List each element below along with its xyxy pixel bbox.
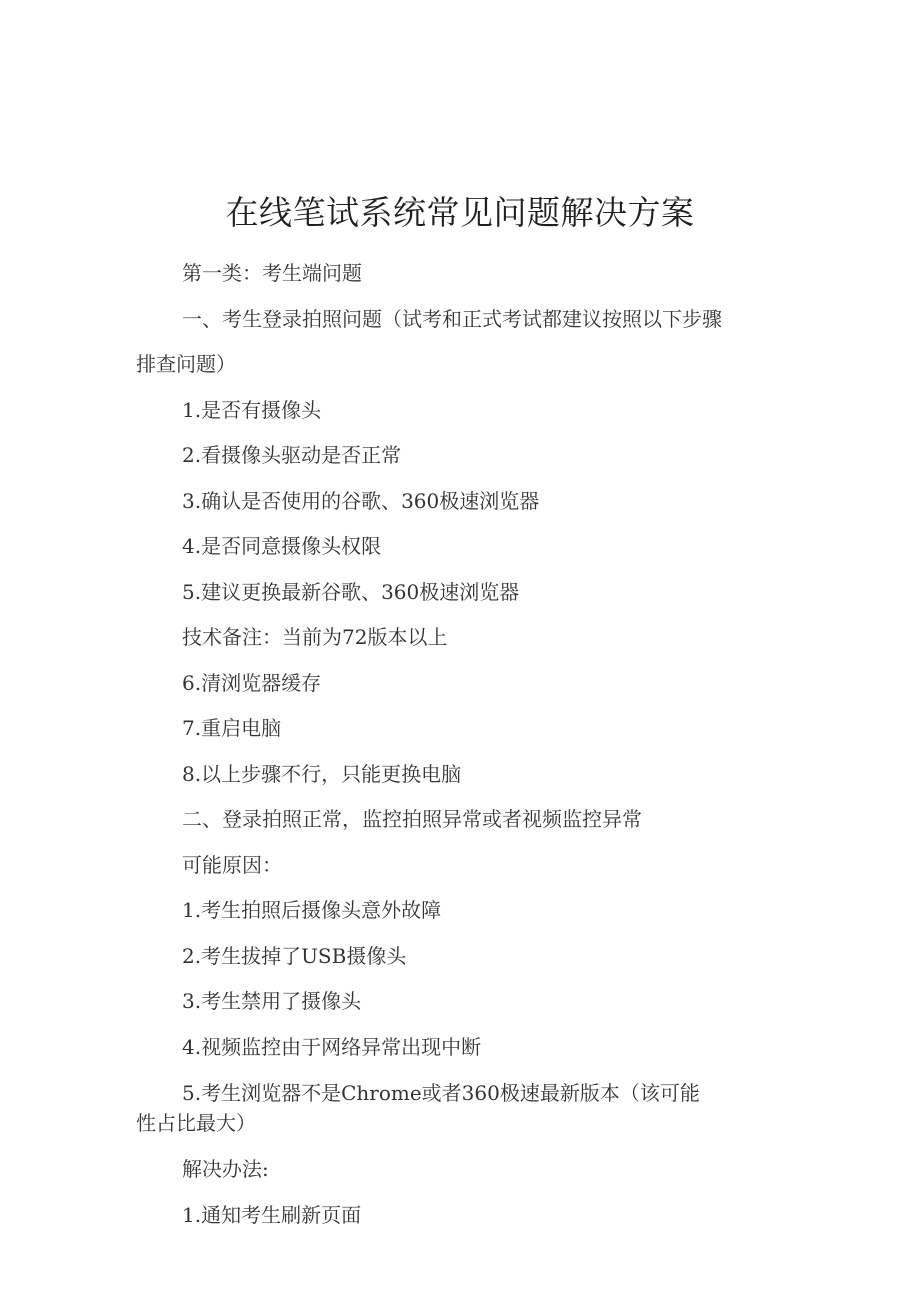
list-item: 5.建议更换最新谷歌、360极速浏览器 — [182, 580, 520, 604]
list-item: 7.重启电脑 — [182, 716, 282, 740]
list-item: 3.确认是否使用的谷歌、360极速浏览器 — [182, 489, 540, 513]
list-item: 1.是否有摄像头 — [182, 398, 322, 422]
cause5-line1: 5.考生浏览器不是Chrome或者360极速最新版本（该可能 — [182, 1081, 700, 1105]
causes-label: 可能原因： — [182, 853, 282, 877]
list-item: 3.考生禁用了摄像头 — [182, 989, 362, 1013]
solutions-label: 解决办法: — [182, 1157, 269, 1181]
list-item: 1.考生拍照后摄像头意外故障 — [182, 898, 442, 922]
part1-heading-line1: 一、考生登录拍照问题（试考和正式考试都建议按照以下步骤 — [182, 307, 722, 331]
part2-heading: 二、登录拍照正常，监控拍照异常或者视频监控异常 — [182, 807, 642, 831]
section-heading: 第一类：考生端问题 — [182, 261, 362, 285]
list-item: 4.是否同意摄像头权限 — [182, 534, 382, 558]
tech-note: 技术备注：当前为72版本以上 — [182, 625, 448, 649]
cause5-line2: 性占比最大） — [136, 1111, 256, 1135]
document-title: 在线笔试系统常见问题解决方案 — [225, 193, 695, 232]
list-item: 6.清浏览器缓存 — [182, 671, 322, 695]
list-item: 2.看摄像头驱动是否正常 — [182, 443, 402, 467]
list-item: 8.以上步骤不行，只能更换电脑 — [182, 762, 462, 786]
list-item: 1.通知考生刷新页面 — [182, 1203, 362, 1227]
part1-heading-line2: 排查问题） — [136, 352, 236, 376]
list-item: 2.考生拔掉了USB摄像头 — [182, 944, 407, 968]
list-item: 4.视频监控由于网络异常出现中断 — [182, 1035, 482, 1059]
